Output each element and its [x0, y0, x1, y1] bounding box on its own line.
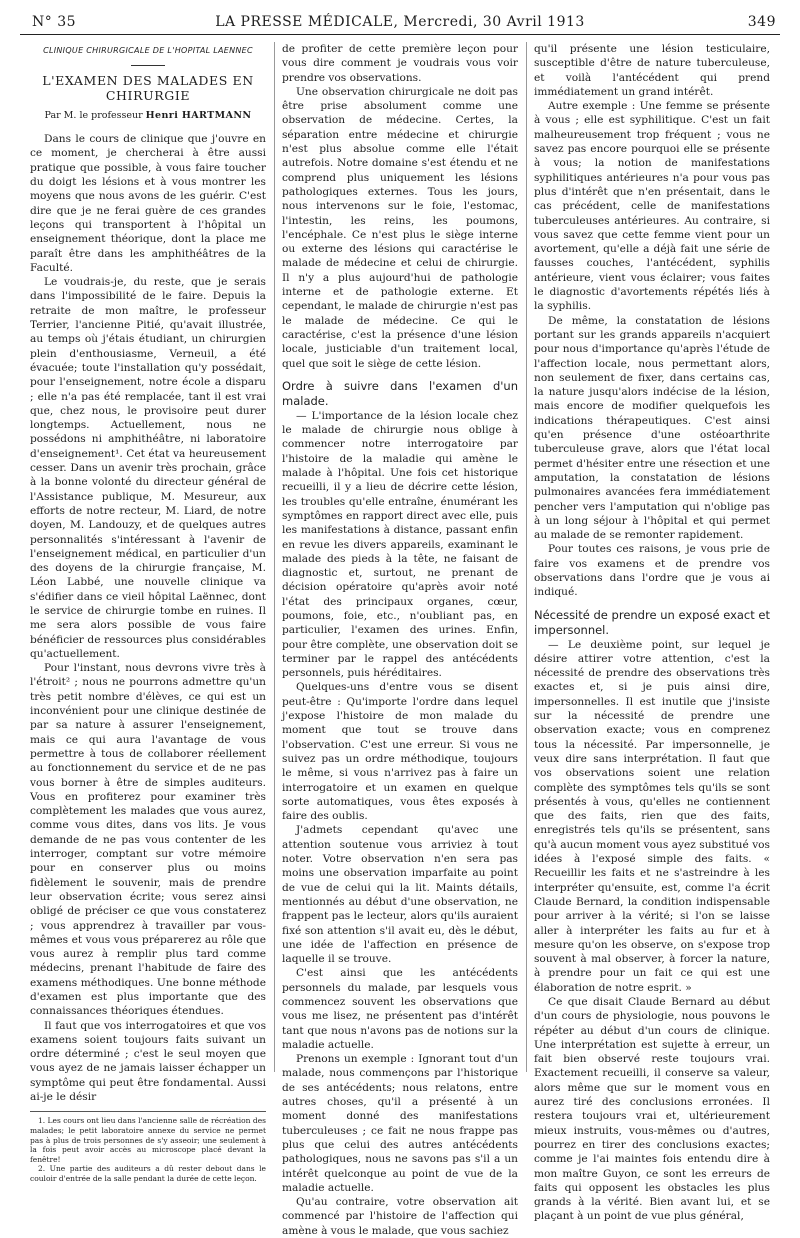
footnote: 1. Les cours ont lieu dans l'ancienne salle de récréation des malades; le petit laboratoire annexe du service ne permet pas à plus de trois personnes de s'y asseoir; une seulement à la fois peut avoir accès au microscope placé devant la fenêtre!	[30, 1116, 266, 1164]
section-heading: Ordre à suivre dans l'examen d'un malade.	[282, 378, 518, 408]
section-kicker: CLINIQUE CHIRURGICALE DE L'HOPITAL LAENNEC	[43, 46, 253, 55]
paragraph: Qu'au contraire, votre observation ait commencé par l'histoire de l'affection qui amène à vous le malade, que vous sachiez	[282, 1196, 518, 1237]
article-title: L'EXAMEN DES MALADES EN CHIRURGIE	[42, 73, 254, 103]
byline-prefix: Par M. le professeur	[44, 109, 146, 121]
footnotes	[30, 1111, 266, 1183]
paragraph: Pour toutes ces raisons, je vous prie de faire vos examens et de prendre vos observations dans l'ordre que je vous ai indiqué.	[534, 543, 770, 599]
kicker-rule	[131, 65, 165, 66]
paragraph: — Le deuxième point, sur lequel je désire attirer votre attention, c'est la nécessité de prendre des observations très exactes et, si je puis ainsi dire, impersonnelles. Il est inutile que j'insiste sur la nécessité de prendre une observation exacte; vous en comprenez tous la nécessité. Par impersonnelle, je veux dire sans interprétation. Il faut que vos observations soient une relation complète des symptômes tels qu'ils se sont présentés à vous, qu'elles ne contiennent que des faits, rien que des faits, enregistrés tels qu'ils se présentent, sans qu'à aucun moment vous ayez substitué vos idées à l'exposé simple des faits. « Recueillir les faits et ne s'astreindre à les interpréter qu'ensuite, est, comme l'a écrit Claude Bernard, la condition indispensable pour arriver à la vérité; si l'on se laisse aller à interpréter les faits au fur et à mesure qu'on les observe, on s'expose trop souvent à mal observer, à forcer la nature, à prendre pour un fait ce qui est une élaboration de notre esprit. »	[534, 638, 770, 994]
author-name: Henri HARTMANN	[145, 109, 252, 121]
paragraph: Quelques-uns d'entre vous se disent peut-être : Qu'importe l'ordre dans lequel j'expose l'histoire de mon malade du moment que tout se trouve dans l'observation. C'est une erreur. Si vous ne suivez pas un ordre méthodique, toujours le même, si vous n'arrivez pas à faire un interrogatoire et un examen en quelque sorte automatiques, vous êtes exposés à faire des oublis.	[282, 681, 518, 823]
journal-title-date: LA PRESSE MÉDICALE, Mercredi, 30 Avril 1913	[215, 14, 585, 30]
paragraph: de profiter de cette première leçon pour vous dire comment je voudrais vous voir prendre vos observations.	[282, 43, 518, 84]
paragraph: Autre exemple : Une femme se présente à vous ; elle est syphilitique. C'est un fait malheureusement trop fréquent ; vous ne savez pas encore pourquoi elle se présente à vous; la notion de manifestations syphilitiques antérieures n'a pour vous pas plus d'intérêt que n'en présentait, dans le cas précédent, celle de manifestations tuberculeuses antérieures. Au contraire, si vous savez que cette femme vient pour un avortement, qu'elle a déjà fait une série de fausses couches, l'antécédent, syphilis antérieure, vient vous éclairer; vous faites le diagnostic d'avortements répétés liés à la syphilis.	[534, 100, 770, 313]
footnote: 2. Une partie des auditeurs a dû rester debout dans le couloir d'entrée de la salle pendant la durée de cette leçon.	[30, 1164, 266, 1183]
column-3	[534, 42, 770, 1223]
paragraph: Dans le cours de clinique que j'ouvre en ce moment, je chercherai à être aussi pratique que possible, à vous faire toucher du doigt les lésions et à vous montrer les moyens que nous avons de les guérir. C'est dire que je ne ferai guère de ces grandes leçons qui transportent à l'hôpital un enseignement théorique, dont la place me paraît être dans les amphithéâtres de la Faculté.	[30, 133, 266, 274]
paragraph: De même, la constatation de lésions portant sur les grands appareils n'acquiert pour nous d'importance qu'après l'étude de l'affection locale, nous permettant alors, non seulement de fixer, dans certains cas, la nature jusqu'alors indécise de la lésion, mais encore de modifier quelquefois les indications thérapeutiques. C'est ainsi qu'en présence d'une ostéoarthrite tuberculeuse grave, alors que l'état local permet d'hésiter entre une résection et une amputation, la constatation de lésions pulmonaires avancées fera immédiatement pencher vers l'amputation qui n'oblige pas à un long séjour à l'hôpital et qui permet au malade de se remonter rapidement.	[534, 314, 770, 542]
page-number: 349	[747, 14, 776, 30]
column-2	[282, 42, 518, 1237]
byline	[30, 109, 266, 123]
paragraph: Il faut que vos interrogatoires et que vos examens soient toujours faits suivant un ordre déterminé ; c'est le seul moyen que vous ayez de ne jamais laisser échapper un symptôme qui peut être fondamental. Aussi ai-je le désir	[30, 1019, 266, 1104]
paragraph: qu'il présente une lésion testiculaire, susceptible d'être de nature tuberculeuse, et voilà l'antécédent qui prend immédiatement un grand intérêt.	[534, 43, 770, 98]
issue-number: N° 35	[32, 14, 77, 30]
paragraph: Prenons un exemple : Ignorant tout d'un malade, nous commençons par l'historique de ses antécédents; nous relatons, entre autres choses, qu'il a présenté à un moment donné des manifestations tuberculeuses ; ce fait ne nous frappe pas plus que celui des autres antécédents pathologiques, nous ne savons pas s'il a un intérêt quelconque au point de vue de la maladie actuelle.	[282, 1053, 518, 1194]
paragraph: Une observation chirurgicale ne doit pas être prise absolument comme une observation de médecine. Certes, la séparation entre médecine et chirurgie n'est plus absolue comme elle l'était autrefois. Notre domaine s'est étendu et ne comprend plus uniquement les lésions pathologiques externes. Tous les jours, nous intervenons sur le foie, l'estomac, l'intestin, les reins, les poumons, l'encéphale. Ce n'est plus le siège interne ou externe des lésions qui caractérise le malade de médecine et celui de chirurgie. Il n'y a plus aujourd'hui de pathologie interne et de pathologie externe. Et cependant, le malade de chirurgie n'est pas le malade de médecine. Ce qui le caractérise, c'est la présence d'une lésion locale, justiciable d'un traitement local, quel que soit le siège de cette lésion.	[282, 85, 518, 370]
article-columns	[20, 42, 780, 1237]
newspaper-page	[20, 12, 780, 1237]
column-1	[30, 42, 266, 1183]
paragraph: J'admets cependant qu'avec une attention soutenue vous arriviez à tout noter. Votre observation n'en sera pas moins une observation imparfaite au point de vue de celui qui la lit. Maints détails, mentionnés au début d'une observation, ne frappent pas le lecteur, alors qu'ils auraient fixé son attention s'il avait eu, dès le début, une idée de l'affection en présence de laquelle il se trouve.	[282, 824, 518, 966]
section-heading: Nécessité de prendre un exposé exact et impersonnel.	[534, 607, 770, 637]
paragraph: C'est ainsi que les antécédents personnels du malade, par lesquels vous commencez souvent les observations que vous me lisez, ne présentent pas d'intérêt tant que nous n'avons pas de notions sur la maladie actuelle.	[282, 967, 518, 1051]
paragraph: Pour l'instant, nous devrons vivre très à l'étroit² ; nous ne pourrons admettre qu'un très petit nombre d'élèves, ce qui est un inconvénient pour une clinique destinée de par sa nature à assurer l'enseignement, mais ce qui aura l'avantage de vous permettre à tous de collaborer réellement au fonctionnement du service et de ne pas vous borner à être de simples auditeurs. Vous en profiterez pour examiner très complètement les malades que vous aurez, comme vous dites, dans vos lits. Je vous demande de ne pas vous contenter de les interroger, comptant sur votre mémoire pour en conserver plus ou moins fidèlement le souvenir, mais de prendre leur observation écrite; vous serez ainsi obligé de préciser ce que vous constaterez ; vous apprendrez à travailler par vous-mêmes et vous vous préparerez au rôle que vous aurez à remplir plus tard comme médecins, prenant l'habitude de faire des examens méthodiques. Une bonne méthode d'examen est plus importante que des connaissances théoriques étendues.	[30, 662, 266, 1018]
running-header	[20, 12, 780, 35]
paragraph: — L'importance de la lésion locale chez le malade de chirurgie nous oblige à commencer notre interrogatoire par l'histoire de la maladie qui amène le malade à l'hôpital. Une fois cet historique recueilli, il y a lieu de décrire cette lésion, les troubles qu'elle entraîne, énumérant les symptômes en rapport direct avec elle, puis les manifestations à distance, passant enfin en revue les divers appareils, examinant le malade des pieds à la tête, ne faisant de diagnostic et, surtout, ne prenant de décision opératoire qu'après avoir noté l'état des principaux organes, cœur, poumons, foie, etc., n'oubliant pas, en particulier, l'examen des urines. Enfin, pour être complète, une observation doit se terminer par le rappel des antécédents personnels, puis héréditaires.	[282, 409, 518, 680]
paragraph: Ce que disait Claude Bernard au début d'un cours de physiologie, nous pouvons le répéter au début d'un cours de clinique. Une interprétation est sujette à erreur, un fait bien observé reste toujours vrai. Exactement recueilli, il conserve sa valeur, alors même que sur le moment vous en aurez tiré des conclusions erronées. Il restera toujours vrai et, ultérieurement mieux instruits, vous-mêmes ou d'autres, pourrez en tirer des conclusions exactes; comme je l'ai maintes fois entendu dire à mon maître Guyon, ce sont les erreurs de faits qui opposent les obstacles les plus grands à la vérité. Bien avant lui, et se plaçant à un point de vue plus général,	[534, 996, 770, 1223]
paragraph: Le voudrais-je, du reste, que je serais dans l'impossibilité de le faire. Depuis la retraite de mon maître, le professeur Terrier, l'ancienne Pitié, qu'avait illustrée, au temps où j'étais étudiant, un chirurgien plein d'enthousiasme, Verneuil, a été évacuée; toute l'installation qu'y possédait, pour l'enseignement, notre école a disparu ; elle n'a pas été remplacée, tant il est vrai que, chez nous, le provisoire peut durer longtemps. Actuellement, nous ne possédons ni amphithéâtre, ni laboratoire d'enseignement¹. Cet état va heureusement cesser. Dans un avenir très prochain, grâce à la bonne volonté du directeur général de l'Assistance publique, M. Mesureur, aux efforts de notre recteur, M. Liard, de notre doyen, M. Landouzy, et de quelques autres personnalités s'intéressant à l'avenir de l'enseignement médical, en particulier d'un des doyens de la chirurgie française, M. Léon Labbé, une nouvelle clinique va s'édifier dans ce vieil hôpital Laënnec, dont le service de chirurgie tombe en ruines. Il me sera alors possible de vous faire bénéficier de ressources plus considérables qu'actuellement.	[30, 276, 266, 660]
